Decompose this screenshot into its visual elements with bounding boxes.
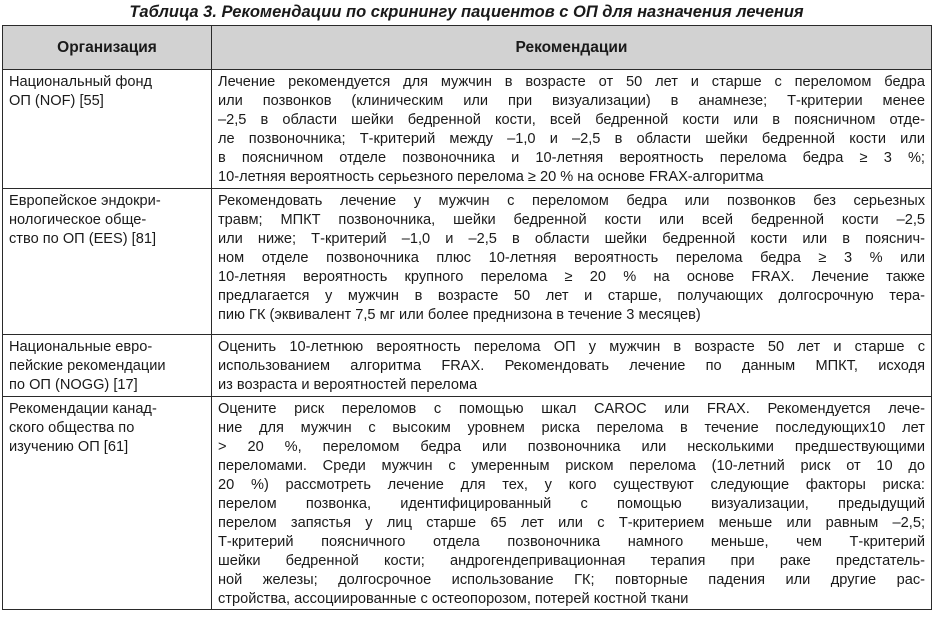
recommendation-line: или позвонков (клиническим или при визуализации) в анамнезе; Т-критерии менее: [218, 93, 925, 109]
organization-cell: [3, 335, 212, 397]
table-row: [3, 189, 932, 335]
recommendation-line: 10-летняя вероятность серьезного перелома ≥ 20 % на основе FRAX-алгоритма: [218, 169, 764, 185]
header-recommendations: Рекомендации: [212, 26, 932, 70]
organization-line: ОП (NOF) [55]: [9, 93, 104, 109]
recommendation-line: стройства, ассоциированные с остеопорозом, потерей костной ткани: [218, 591, 689, 607]
table-row: [3, 335, 932, 397]
recommendation-cell: [212, 335, 932, 397]
recommendation-line: переломами. Среди мужчин с умеренным риском перелома (10-летний риск от 10 до: [218, 458, 925, 474]
recommendation-cell: [212, 70, 932, 189]
recommendation-line: предлагается у мужчин в возрасте 50 лет и старше, получающих долгосрочную тера-: [218, 288, 925, 304]
organization-cell: [3, 70, 212, 189]
organization-cell: [3, 397, 212, 610]
recommendation-line: или ниже; Т-критерий –1,0 и –2,5 в области шейки бедренной кости или в пояснич-: [218, 231, 925, 247]
recommendation-line: Т-критерий поясничного отдела позвоночника намного меньше, чем Т-критерий: [218, 534, 925, 550]
organization-line: пейские рекомендации: [9, 358, 166, 374]
recommendation-line: пию ГК (эквивалент 7,5 мг или более преднизона в течение 3 месяцев): [218, 307, 701, 323]
header-organization: Организация: [3, 26, 212, 70]
recommendation-line: Лечение рекомендуется для мужчин в возрасте от 50 лет и старше с переломом бедра: [218, 74, 925, 90]
recommendation-line: в поясничном отделе позвоночника и 10-летняя вероятность перелома бедра ≥ 3 %;: [218, 150, 925, 166]
recommendations-table: [2, 25, 932, 610]
recommendation-line: использованием алгоритма FRAX. Рекомендовать лечение по данным МПКТ, исходя: [218, 358, 925, 374]
recommendation-line: ние для мужчин с высоким уровнем риска перелома в течение последующих10 лет: [218, 420, 925, 436]
organization-line: ство по ОП (EES) [81]: [9, 231, 157, 247]
recommendation-line: перелом запястья у лиц старше 65 лет или с Т-критерием меньше или равным –2,5;: [218, 515, 925, 531]
table-row: [3, 397, 932, 610]
organization-cell: [3, 189, 212, 335]
recommendation-line: шейки бедренной кости; андрогендепривационная терапия при раке предстатель-: [218, 553, 925, 569]
recommendation-line: Оценить 10-летнюю вероятность перелома ОП у мужчин в возрасте 50 лет и старше с: [218, 339, 925, 355]
recommendation-line: травм; МПКТ позвоночника, шейки бедренной кости или всей бедренной кости –2,5: [218, 212, 925, 228]
recommendation-line: Рекомендовать лечение у мужчин с переломом бедра или позвонков без серьезных: [218, 193, 925, 209]
organization-line: Национальный фонд: [9, 74, 153, 90]
table-body: [3, 70, 932, 610]
recommendation-line: перелом позвонка, идентифицированный с помощью визуализации, предыдущий: [218, 496, 925, 512]
organization-line: ского общества по: [9, 420, 135, 436]
organization-line: нологическое обще-: [9, 212, 147, 228]
recommendation-line: Оцените риск переломов с помощью шкал CAROC или FRAX. Рекомендуется лече-: [218, 401, 925, 417]
recommendation-line: > 20 %, переломом бедра или позвоночника или несколькими предшествующими: [218, 439, 925, 455]
table-caption: Таблица 3. Рекомендации по скринингу пациентов с ОП для назначения лечения: [129, 3, 804, 21]
organization-line: Рекомендации канад-: [9, 401, 157, 417]
recommendation-line: ном отделе позвоночника плюс 10-летняя вероятность перелома бедра ≥ 3 % или: [218, 250, 925, 266]
recommendation-line: 20 %) рассмотреть лечение для тех, у кого существуют следующие факторы риска:: [218, 477, 925, 493]
organization-line: изучению ОП [61]: [9, 439, 129, 455]
recommendation-line: ной железы; долгосрочное использование ГК; повторные падения или другие рас-: [218, 572, 925, 588]
recommendation-line: 10-летняя вероятность крупного перелома ≥ 20 % на основе FRAX. Лечение также: [218, 269, 925, 285]
organization-line: Национальные евро-: [9, 339, 153, 355]
recommendation-cell: [212, 189, 932, 335]
recommendation-cell: [212, 397, 932, 610]
recommendation-line: ле позвоночника; Т-критерий между –1,0 и –2,5 в области шейки бедренной кости или: [218, 131, 925, 147]
table-row: [3, 70, 932, 189]
table-header-row: [3, 26, 932, 70]
organization-line: по ОП (NOGG) [17]: [9, 377, 138, 393]
recommendation-line: из возраста и вероятностей перелома: [218, 377, 478, 393]
recommendation-line: –2,5 в области шейки бедренной кости, всей бедренной кости или в поясничном отде-: [218, 112, 925, 128]
organization-line: Европейское эндокри-: [9, 193, 161, 209]
